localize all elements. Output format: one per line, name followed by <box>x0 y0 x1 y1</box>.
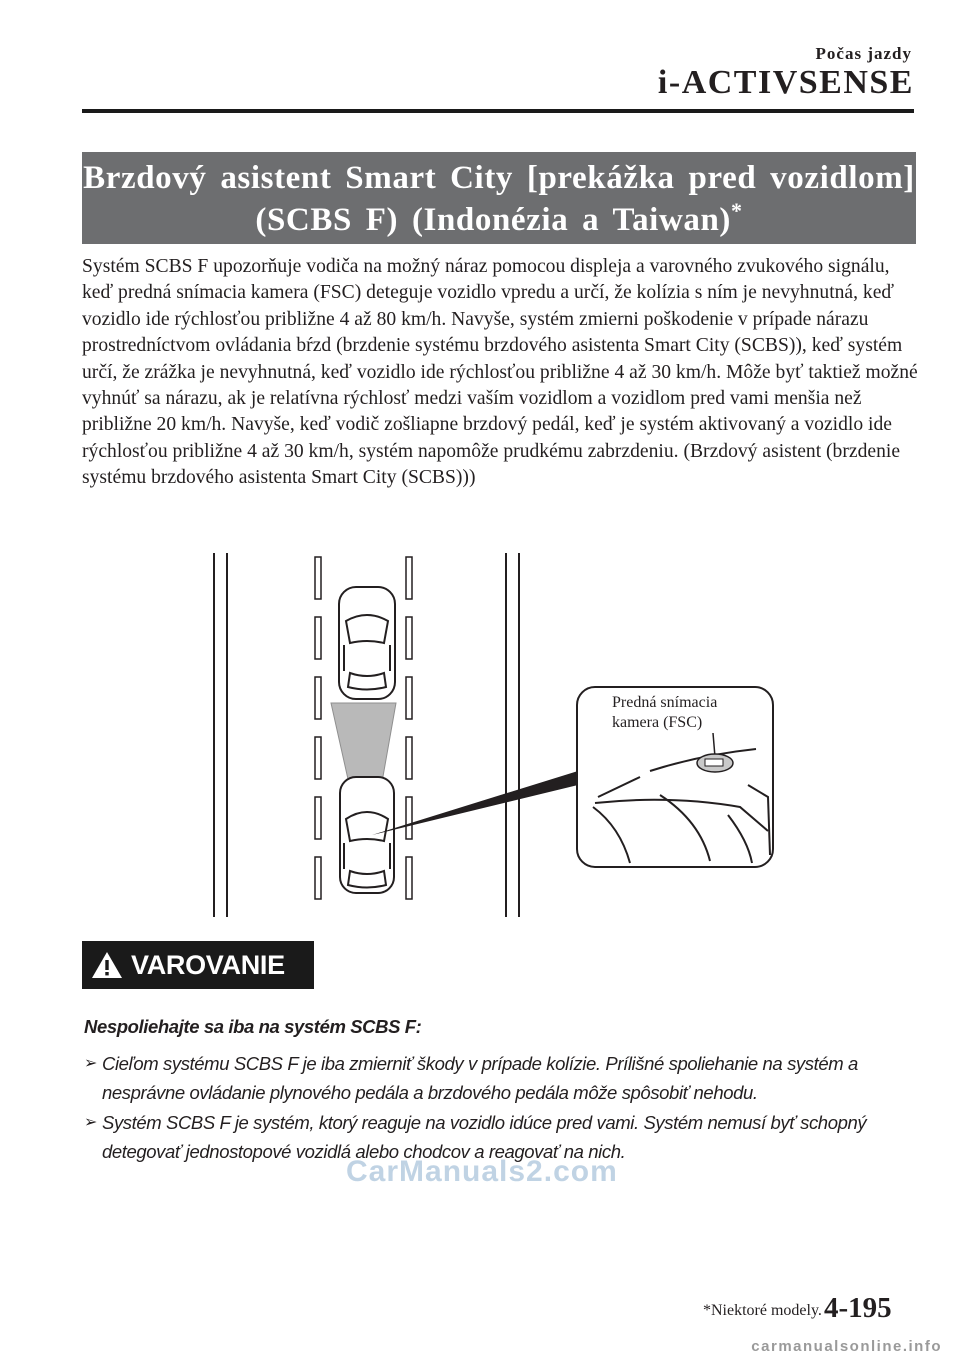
scbs-illustration <box>200 545 780 925</box>
warning-heading: Nespoliehajte sa iba na systém SCBS F: <box>84 1016 422 1037</box>
header-rule <box>82 109 914 113</box>
arrow-bullet-icon: ➢ <box>84 1055 98 1072</box>
arrow-bullet-icon: ➢ <box>84 1114 98 1131</box>
warning-badge-label: VAROVANIE <box>131 950 285 980</box>
title-footnote-marker: * <box>731 198 743 223</box>
vehicle-ahead <box>339 587 395 699</box>
body-paragraph: Systém SCBS F upozorňuje vodiča na možný náraz pomocou displeja a varovného zvukového signálu, keď predná snímacia kamera (FSC) deteguje vozidlo vpredu a určí, že kolízia s ním je nevyhnutná, keď vozidlo ide rýchlosťou približne 4 až 80 km/h. Navyše, systém zmierni poškodenie v prípade nárazu prostredníctvom ovládania bŕzd (brzdenie systému brzdového asistenta Smart City (SCBS)), keď systém určí, že zrážka je nevyhnutná, keď vozidlo ide rýchlosťou približne 4 až 30 km/h. Môže byť taktiež možné vyhnúť sa nárazu, ak je relatívna rýchlosť medzi vaším vozidlom a vozidlom pred vami menšia než približne 20 km/h. Navyše, keď vodič zošliapne brzdový pedál, keď je systém aktivovaný a vozidlo ide rýchlosťou približne 4 až 30 km/h, systém napomôže prudkému zabrzdeniu. (Brzdový asistent (brzdenie systému brzdového asistenta Smart City (SCBS))) <box>82 256 918 489</box>
running-header-section: Počas jazdy <box>815 44 912 63</box>
warning-item-text: Cieľom systému SCBS F je iba zmierniť škody v prípade kolízie. Prílišné spoliehanie na systém a nesprávne ovládanie plynového pedála a brzdového pedála môže spôsobiť nehodu. <box>102 1053 858 1103</box>
site-footer: carmanualsonline.info <box>751 1338 942 1355</box>
section-title <box>82 152 916 244</box>
warning-list <box>84 1050 894 1168</box>
section-title-line2: (SCBS F) (Indonézia a Taiwan) <box>255 202 732 238</box>
callout-label-line2: kamera (FSC) <box>612 714 703 731</box>
watermark: CarManuals2.com <box>346 1155 618 1188</box>
list-item <box>84 1050 894 1107</box>
running-header-chapter: i-ACTIVSENSE <box>657 64 914 101</box>
lane-markings-right <box>406 557 412 899</box>
warning-badge <box>82 941 314 989</box>
warning-item-text: Systém SCBS F je systém, ktorý reaguje na vozidlo idúce pred vami. Systém nemusí byť schopný detegovať jednostopové vozidlá alebo chodcov a reagovať na nich. <box>102 1112 867 1162</box>
section-title-line1: Brzdový asistent Smart City [prekážka pred vozidlom] <box>83 160 915 196</box>
warning-triangle-icon <box>91 951 123 979</box>
callout-label-line1: Predná snímacia <box>612 694 718 711</box>
callout-leader <box>372 771 578 835</box>
lane-markings-left <box>315 557 321 899</box>
page-number: 4-195 <box>824 1292 892 1324</box>
road-diagram <box>200 545 780 925</box>
footnote: *Niektoré modely. <box>703 1302 822 1319</box>
own-vehicle <box>340 777 394 893</box>
